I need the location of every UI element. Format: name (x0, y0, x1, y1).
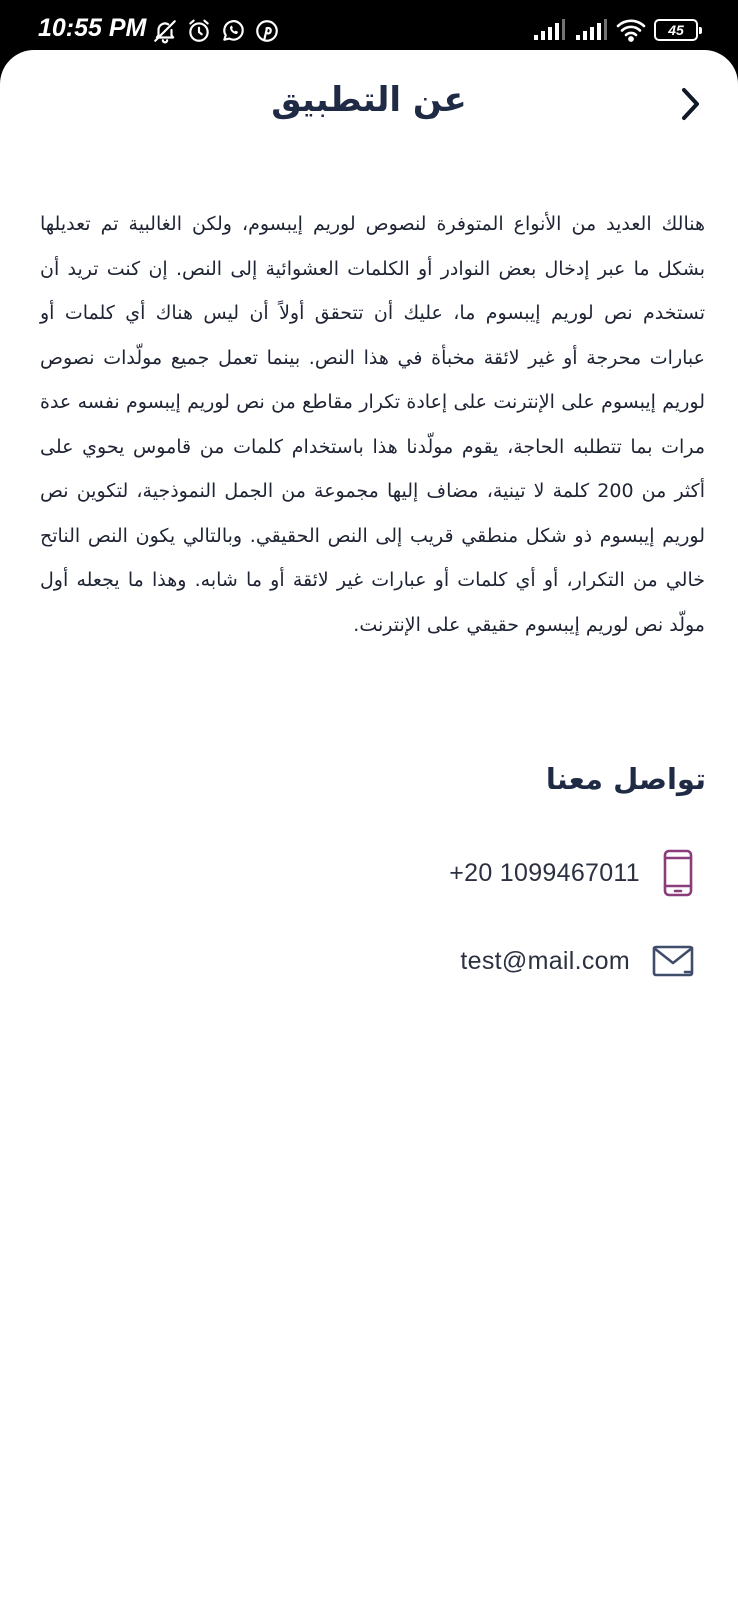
about-sheet (0, 50, 738, 1600)
about-description: هنالك العديد من الأنواع المتوفرة لنصوص لوريم إيبسوم، ولكن الغالبية تم تعديلها بشكل ما عبر إدخال بعض النوادر أو الكلمات العشوائية إلى النص. إن كنت تريد أن تستخدم نص لوريم إيبسوم ما، عليك أن تتحقق أولاً أن ليس هناك أي كلمات أو عبارات محرجة أو غير لائقة مخبأة في هذا النص. بينما تعمل جميع مولّدات نصوص لوريم إيبسوم على الإنترنت على إعادة تكرار مقاطع من نص لوريم إيبسوم نفسه عدة مرات بما تتطلبه الحاجة، يقوم مولّدنا هذا باستخدام كلمات من قاموس يحوي على أكثر من 200 كلمة لا تينية، مضاف إليها مجموعة من الجمل النموذجية، لتكوين نص لوريم إيبسوم ذو شكل منطقي قريب إلى النص الحقيقي. وبالتالي يكون النص الناتح خالي من التكرار، أو أي كلمات أو عبارات غير لائقة أو ما شابه. وهذا ما يجعله أول مولّد نص لوريم إيبسوم حقيقي على الإنترنت. (40, 213, 705, 636)
pinterest-icon (254, 18, 280, 44)
battery-level: 45 (668, 22, 684, 38)
header (0, 50, 738, 160)
phone-number: +20 1099467011 (449, 858, 640, 887)
email-address: test@mail.com (460, 946, 630, 975)
status-system-icons (532, 18, 698, 42)
alarm-icon (186, 18, 212, 44)
chevron-right-icon (675, 84, 705, 124)
mail-icon (652, 944, 694, 978)
phone-icon (662, 848, 694, 898)
contact-title: تواصل معنا (545, 762, 706, 796)
whatsapp-icon (220, 18, 246, 44)
page-title: عن التطبيق (271, 80, 467, 120)
status-time: 10:55 PM (38, 14, 147, 42)
muted-bell-icon (152, 18, 178, 44)
contact-phone[interactable] (449, 848, 694, 898)
back-button[interactable] (668, 82, 712, 126)
status-notification-icons (152, 18, 280, 44)
signal-icon (532, 19, 566, 41)
contact-email[interactable] (460, 944, 694, 978)
battery-icon (654, 19, 698, 41)
wifi-icon (616, 18, 646, 42)
signal-icon (574, 19, 608, 41)
